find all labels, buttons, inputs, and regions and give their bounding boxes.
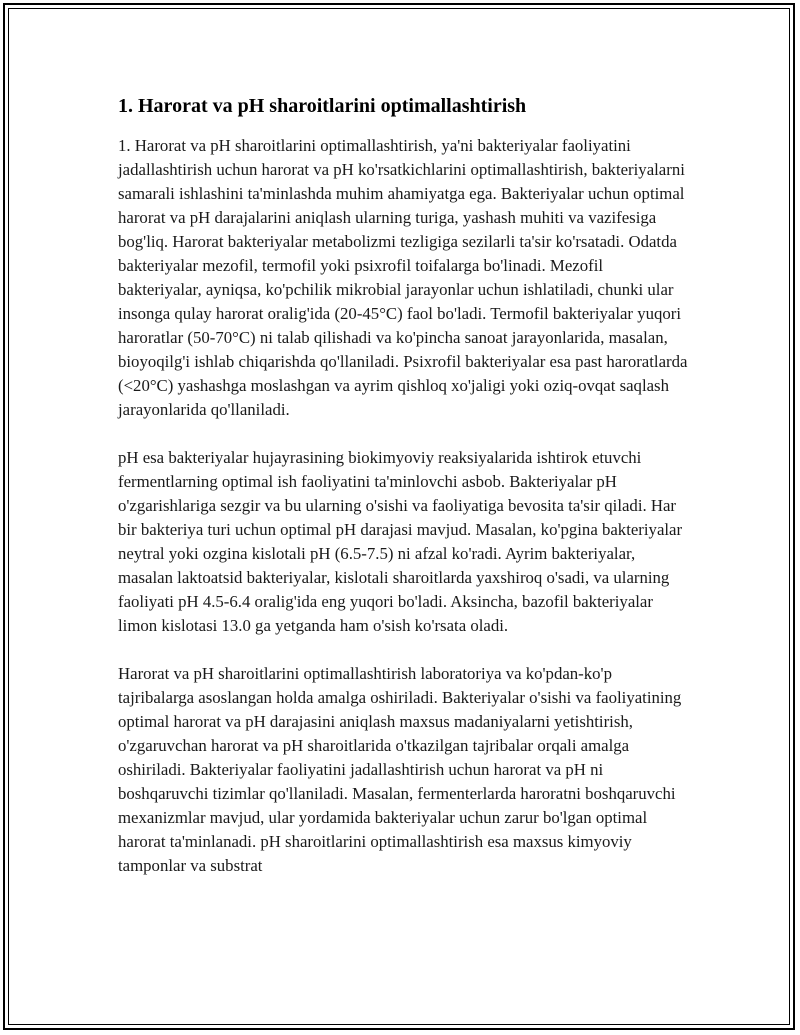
paragraph-temperature: 1. Harorat va pH sharoitlarini optimallashtirish, ya'ni bakteriyalar faoliyatini jadallashtirish uchun harorat va pH ko'rsatkichlarini optimallashtirish, bakteriyalarni samarali ishlashini ta'minlashda muhim ahamiyatga ega. Bakteriyalar uchun optimal harorat va pH darajalarini aniqlash ularning turiga, yashash muhiti va vazifesiga bog'liq. Harorat bakteriyalar metabolizmi tezligiga sezilarli ta'sir ko'rsatadi. Odatda bakteriyalar mezofil, termofil yoki psixrofil toifalarga bo'linadi. Mezofil bakteriyalar, ayniqsa, ko'pchilik mikrobial jarayonlar uchun ishlatiladi, chunki ular insonga qulay harorat oralig'ida (20-45°C) faol bo'ladi. Termofil bakteriyalar yuqori haroratlar (50-70°C) ni talab qilishadi va ko'pincha sanoat jarayonlarida, masalan, bioyoqilg'i ishlab chiqarishda qo'llaniladi. Psixrofil bakteriyalar esa past haroratlarda (<20°C) yashashga moslashgan va ayrim qishloq xo'jaligi yoki oziq-ovqat saqlash jarayonlarida qo'llaniladi. <box>118 136 688 419</box>
document-body <box>118 92 690 902</box>
paragraph-ph: pH esa bakteriyalar hujayrasining biokimyoviy reaksiyalarida ishtirok etuvchi fermentlarning optimal ish faoliyatini ta'minlovchi asbob. Bakteriyalar pH o'zgarishlariga sezgir va bu ularning o'sishi va faoliyatiga bevosita ta'sir qiladi. Har bir bakteriya turi uchun optimal pH darajasi mavjud. Masalan, ko'pgina bakteriyalar neytral yoki ozgina kislotali pH (6.5-7.5) ni afzal ko'radi. Ayrim bakteriyalar, masalan laktoatsid bakteriyalar, kislotali sharoitlarda yaxshiroq o'sadi, va ularning faoliyati pH 4.5-6.4 oralig'ida eng yuqori bo'ladi. Aksincha, bazofil bakteriyalar limon kislotasi 13.0 ga yetganda ham o'sish ko'rsata oladi. <box>118 448 683 635</box>
paragraph-optimization: Harorat va pH sharoitlarini optimallashtirish laboratoriya va ko'pdan-ko'p tajribalarga asoslangan holda amalga oshiriladi. Bakteriyalar o'sishi va faoliyatining optimal harorat va pH darajasini aniqlash maxsus madaniyalarni yetishtirish, o'zgaruvchan harorat va pH sharoitlarida o'tkazilgan tajribalar orqali amalga oshiriladi. Bakteriyalar faoliyatini jadallashtirish uchun harorat va pH ni boshqaruvchi tizimlar qo'llaniladi. Masalan, fermenterlarda haroratni boshqaruvchi mexanizmlar mavjud, ular yordamida bakteriyalar uchun zarur bo'lgan optimal harorat ta'minlanadi. pH sharoitlarini optimallashtirish esa maxsus kimyoviy tamponlar va substrat <box>118 664 682 875</box>
section-heading: 1. Harorat va pH sharoitlarini optimallashtirish <box>118 95 527 117</box>
